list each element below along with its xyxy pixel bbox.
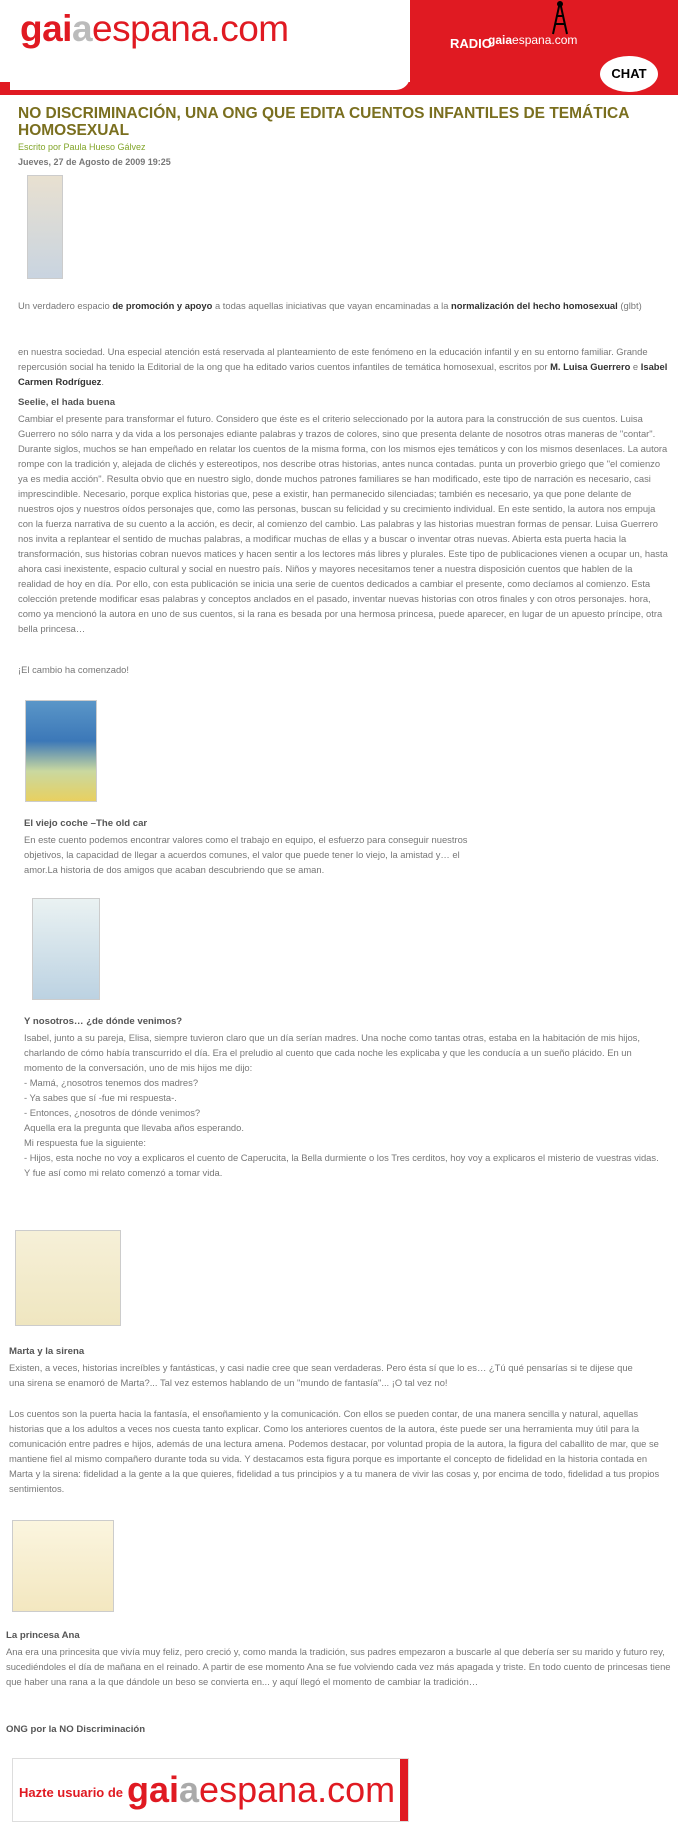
book-cover-seelie: [27, 175, 63, 279]
section-title-seelie: Seelie, el hada buena: [18, 397, 116, 408]
logo-a: a: [71, 8, 93, 49]
article-header: [18, 105, 668, 167]
article-byline: Escrito por Paula Hueso Gálvez: [18, 142, 146, 152]
nosotros-line: Isabel, junto a su pareja, Elisa, siempre tuvieron claro que un día serían madres. Una noche como tantas otras, estaba en la habitación de mis hijos, charlando de cómo había transcurrido el día. Era el preludio al cuento que cada noche les explicaba y que les conducía a un sueño plácido. En un momento de la conversación, uno de mis hijos me dijo:: [24, 1032, 640, 1073]
signup-banner[interactable]: [12, 1758, 409, 1822]
author-link-1[interactable]: M. Luisa Guerrero: [550, 361, 631, 372]
section-title-old-car: El viejo coche –The old car: [24, 818, 148, 829]
book-cover-nosotros: [32, 898, 100, 1000]
intro-paragraph-1: Un verdadero espacio de promoción y apoyo a todas aquellas iniciativas que vayan encaminadas a la normalización del hecho homosexual (glbt): [18, 300, 642, 311]
nosotros-line: - Ya sabes que sí -fue mi respuesta-.: [24, 1092, 177, 1103]
intro-paragraph-2: en nuestra sociedad. Una especial atención está reservada al planteamiento de este fenómeno en la educación infantil y en su entorno familiar. Grande repercusión social ha tenido la Editorial de la ong que ha editado varios cuentos infantiles de temática homosexual, escritos por M. Luisa Guerrero e Isabel Carmen Rodríguez.: [18, 346, 668, 387]
radio-label: RADIO: [450, 36, 492, 51]
chat-button[interactable]: CHAT: [600, 56, 658, 92]
section-title-princesa: La princesa Ana: [6, 1630, 80, 1641]
radio-banner[interactable]: [410, 0, 678, 95]
book-cover-princesa: [12, 1520, 114, 1612]
nosotros-line: Aquella era la pregunta que llevaba años esperando.: [24, 1122, 244, 1133]
nosotros-line: - Hijos, esta noche no voy a explicaros el cuento de Caperucita, la Bella durmiente o los Tres cerditos, hoy voy a explicaros el misterio de vuestras vidas.: [24, 1152, 659, 1163]
nosotros-line: - Entonces, ¿nosotros de dónde venimos?: [24, 1107, 201, 1118]
section-title-nosotros: Y nosotros… ¿de dónde venimos?: [24, 1016, 183, 1027]
logo-rest: espana.com: [92, 8, 289, 49]
author-link-2[interactable]: Isabel Carmen Rodríguez: [18, 361, 668, 387]
site-logo[interactable]: [20, 8, 289, 50]
section-body-seelie: Cambiar el presente para transformar el futuro. Considero que éste es el criterio seleccionado por la autora para la construcción de sus cuentos. Luisa Guerrero no sólo narra y da vida a los personajes ediante palabras y trazos de colores, sino que presenta delante de nosotros otras maneras de "contar". Durante siglos, muchos se han empeñado en relatar los cuentos de la misma forma, con los mismos ejes temáticos y con los mismos desenlaces. La autora rompe con la tradición y, alejada de clichés y estereotipos, nos describe otras historias, antes nunca contadas. punta un proverbio griego que "el comienzo ya es media acción". Resulta obvio que en nuestro siglo, donde muchos patrones familiares se han modificado, este tipo de narración es necesario, casi imprescindible. Necesario, porque explica historias que, pese a existir, han permanecido silenciadas; también es necesario, ya que pone delante de nuestros ojos y nuestros oídos personajes que, como las personas, buscan su felicidad y su crecimiento individual. En este sentido, la autora nos empuja con la fuerza narrativa de su cuento a la acción, es decir, al comienzo del cambio. Las palabras y las historias muestran formas de pensar. Luisa Guerrero nos invita a replantear el sentido de muchas palabras, a modificar muchas de ellas y a buscar o inventar otras nuevas. Abierta esta puerta hacia la transformación, sus historias cobran nuevos matices y hacen sentir a los lectores más libres y plurales. Este tipo de publicaciones vienen a ocupar un, hasta ahora casi inexistente, espacio cultural y social en nuestro país. Niños y mayores necesitamos tener a nuestra disposición cuentos que hablen de la realidad de hoy en día. Por ello, con esta publicación se inicia una serie de cuentos dedicados a cambiar el presente, como decíamos al comienzo. Esta colección pretende modificar esas palabras y conceptos anclados en el pasado, inventar nuevas historias con otros finales y con otros personajes. hora, como ya mencionó la autora en uno de sus cuentos, si la rana es besada por una hermosa princesa, puede aparecer, en lugar de un apuesto príncipe, otra bella princesa…: [18, 413, 668, 634]
article-closing: ONG por la NO Discriminación: [6, 1724, 146, 1735]
section-body-marta-2: Los cuentos son la puerta hacia la fantasía, el ensoñamiento y la comunicación. Con ellos se pueden contar, de una manera sencilla y natural, aquellas historias que a los adultos a veces nos cuesta tanto explicar. Como los anteriores cuentos de la autora, éste puede ser una herramienta muy útil para la comunicación entre padres e hijos, además de una lectura amena. Podemos destacar, por voluntad propia de la autora, la figura del caballito de mar, que se mantiene fiel al mismo compañero durante toda su vida. Y destacamos esta figura porque es importante el concepto de fidelidad en la historia contada en Marta y la sirena: fidelidad a la gente a la que quieres, fidelidad a tus principios y a tu manera de vivir las cosas y, por encima de todo, fidelidad a tus propios sentimientos.: [9, 1408, 660, 1494]
signup-label: Hazte usuario de: [19, 1785, 124, 1800]
radio-antenna-icon: [545, 0, 575, 36]
nosotros-line: - Mamá, ¿nosotros tenemos dos madres?: [24, 1077, 199, 1088]
radio-site-label: gaiaespana.com: [488, 33, 578, 47]
article-date: Jueves, 27 de Agosto de 2009 19:25: [18, 157, 171, 167]
book-cover-marta: [15, 1230, 121, 1326]
logo-gai: gai: [20, 8, 72, 49]
article-title: NO DISCRIMINACIÓN, UNA ONG QUE EDITA CUENTOS INFANTILES DE TEMÁTICA HOMOSEXUAL: [18, 105, 629, 139]
section-body-old-car: En este cuento podemos encontrar valores como el trabajo en equipo, el esfuerzo para conseguir nuestros objetivos, la capacidad de llegar a acuerdos comunes, el valor que puede tener lo viejo, la amistad y… el amor.La historia de dos amigos que acaban descubriendo que se aman.: [24, 834, 468, 875]
section-body-marta-1: Existen, a veces, historias increíbles y fantásticas, y casi nadie cree que sean verdaderas. Pero ésta sí que lo es… ¿Tú qué pensarías si te dijese que una sirena se enamoró de Marta?... Tal vez estemos hablando de un "mundo de fantasía"... ¡O tal vez no!: [9, 1362, 633, 1388]
signup-stripe: [400, 1759, 408, 1821]
nosotros-line: Mi respuesta fue la siguiente:: [24, 1137, 146, 1148]
header-wave: [10, 76, 410, 90]
nosotros-line: Y fue así como mi relato comenzó a tomar vida.: [24, 1167, 223, 1178]
section-body-princesa: Ana era una princesita que vivía muy feliz, pero creció y, como manda la tradición, sus padres empezaron a buscarle al que debería ser su marido y futuro rey, sucediéndoles el día de mañana en el reinado. A partir de ese momento Ana se fue volviendo cada vez más apagada y triste. En todo cuento de princesas tiene que haber una rana a la que dándole un beso se convierta en... y aquí llegó el momento de cambiar la tradición…: [6, 1646, 671, 1687]
site-header: [0, 0, 678, 95]
section-end-seelie: ¡El cambio ha comenzado!: [18, 664, 129, 675]
section-title-marta: Marta y la sirena: [9, 1346, 85, 1357]
book-cover-old-car: [25, 700, 97, 802]
section-body-nosotros: [24, 1030, 668, 1180]
signup-logo: gaiaespana.com: [127, 1769, 396, 1810]
